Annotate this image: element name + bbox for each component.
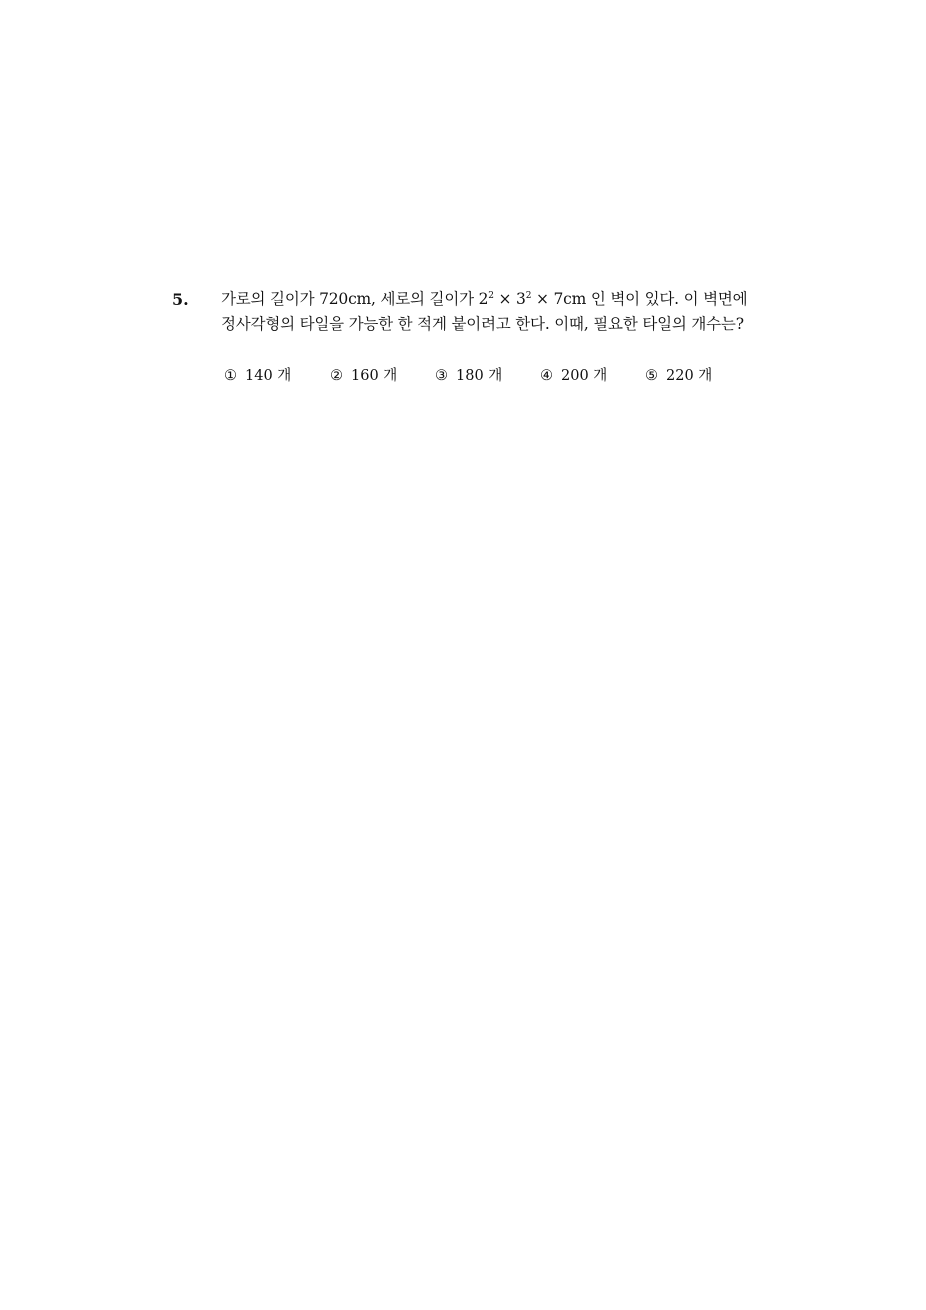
choice-label: 160 개 — [351, 368, 398, 384]
choice-marker: ④ — [540, 368, 553, 384]
choice-marker: ② — [330, 368, 343, 384]
choice-3[interactable] — [435, 364, 502, 385]
exponent-1: 2 — [488, 291, 494, 301]
choice-marker: ① — [224, 368, 237, 384]
choice-marker: ⑤ — [645, 368, 658, 384]
question-line-1: 가로의 길이가 720cm, 세로의 길이가 $2^2 \times 3^2 \times 7cm$ 인 벽이 있다. 이 벽면에 — [221, 290, 748, 308]
question-line-2: 정사각형의 타일을 가능한 한 적게 붙이려고 한다. 이때, 필요한 타일의 개수는? — [221, 315, 744, 333]
choice-4[interactable] — [540, 364, 607, 385]
question-text — [221, 287, 781, 337]
answer-choices — [224, 364, 744, 386]
choice-label: 220 개 — [666, 368, 713, 384]
choice-marker: ③ — [435, 368, 448, 384]
choice-5[interactable] — [645, 364, 712, 385]
exponent-2: 2 — [525, 291, 532, 301]
choice-2[interactable] — [330, 364, 397, 385]
choice-label: 180 개 — [456, 368, 503, 384]
choice-label: 140 개 — [245, 368, 292, 384]
question-number: 5. — [172, 290, 189, 309]
choice-label: 200 개 — [561, 368, 608, 384]
choice-1[interactable] — [224, 364, 291, 385]
